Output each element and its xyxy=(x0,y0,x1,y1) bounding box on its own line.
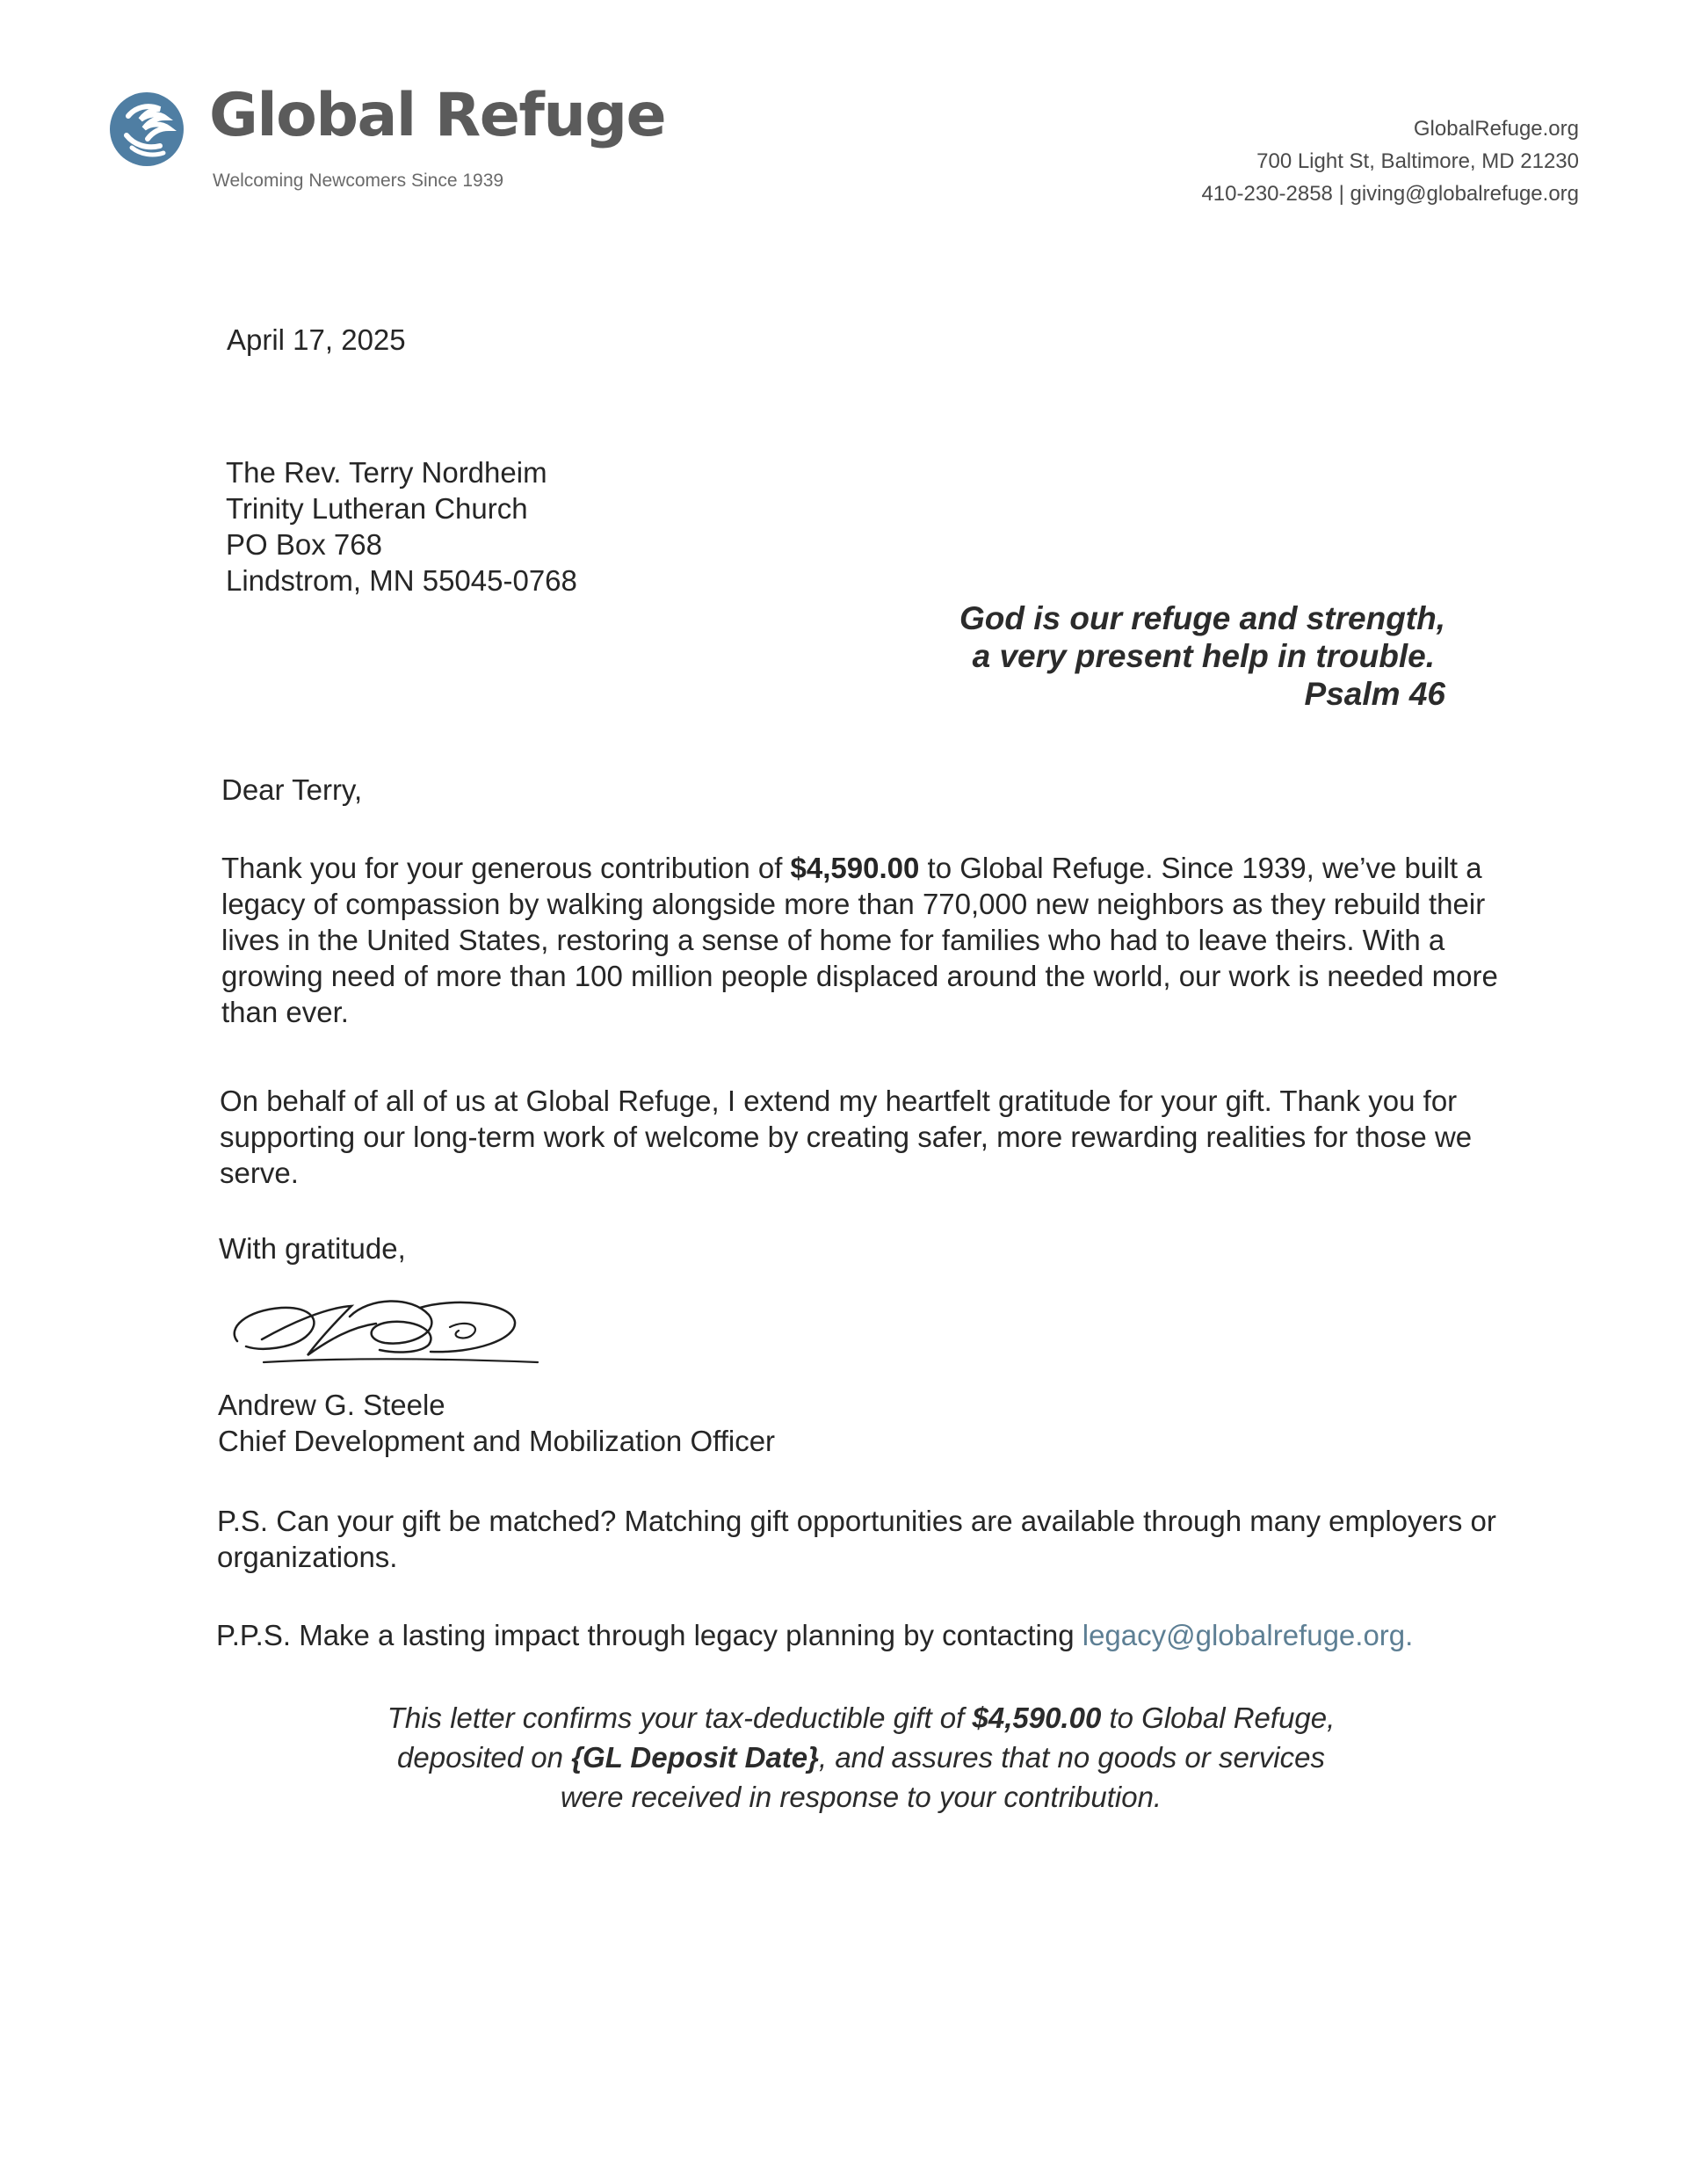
brand-tagline: Welcoming Newcomers Since 1939 xyxy=(213,171,504,191)
post-postscript xyxy=(216,1617,1552,1653)
letter-date: April 17, 2025 xyxy=(227,323,406,356)
para1-before: Thank you for your generous contribution of xyxy=(221,852,791,884)
tax-note-text: This letter confirms your tax-deductible gift of xyxy=(387,1701,973,1734)
tax-receipt-note xyxy=(0,1698,1687,1817)
salutation: Dear Terry, xyxy=(221,773,363,806)
recipient-po-box: PO Box 768 xyxy=(226,528,382,561)
signer-title: Chief Development and Mobilization Officer xyxy=(218,1425,776,1457)
signer-name: Andrew G. Steele xyxy=(218,1389,445,1421)
pps-text: P.P.S. Make a lasting impact through legacy planning by contacting xyxy=(216,1619,1082,1651)
website-text: GlobalRefuge.org xyxy=(1413,117,1579,141)
contact-block xyxy=(1201,112,1579,210)
tax-note-line-1 xyxy=(0,1698,1687,1738)
scripture-verse xyxy=(959,599,1445,713)
signer-block xyxy=(218,1387,775,1459)
gift-amount: $4,590.00 xyxy=(790,852,920,884)
tax-note-text: deposited on xyxy=(397,1741,572,1774)
address-text: 700 Light St, Baltimore, MD 21230 xyxy=(1256,149,1579,173)
body-paragraph-1 xyxy=(221,850,1522,1030)
recipient-name: The Rev. Terry Nordheim xyxy=(226,456,547,489)
recipient-organization: Trinity Lutheran Church xyxy=(226,492,528,525)
postscript: P.S. Can your gift be matched? Matching gift opportunities are available through many employers or organizations. xyxy=(217,1505,1496,1573)
tax-note-amount: $4,590.00 xyxy=(972,1701,1102,1734)
recipient-city: Lindstrom, MN 55045-0768 xyxy=(226,564,577,597)
pps-end: . xyxy=(1405,1619,1414,1651)
tax-note-line-3: were received in response to your contribution. xyxy=(560,1781,1162,1813)
verse-citation: Psalm 46 xyxy=(1304,676,1445,712)
verse-line-2: a very present help in trouble. xyxy=(972,638,1435,674)
tax-note-text: , and assures that no goods or services xyxy=(818,1741,1325,1774)
para1-after: to Global Refuge. Since 1939, we’ve built a legacy of compassion by walking alongside more than 770,000 new neighbors as they rebuild their lives in the United States, restoring a sense of home for families who had to leave theirs. With a growing need of more than 100 million people displaced around the world, our work is needed more than ever. xyxy=(221,852,1498,1028)
brand-name: Global Refuge xyxy=(209,81,666,150)
deposit-date-placeholder: {GL Deposit Date} xyxy=(571,1741,819,1774)
tax-note-line-2 xyxy=(0,1738,1687,1777)
recipient-address xyxy=(226,454,577,599)
verse-line-1: God is our refuge and strength, xyxy=(959,600,1445,636)
phone-email-text: 410-230-2858 | giving@globalrefuge.org xyxy=(1201,182,1579,206)
closing: With gratitude, xyxy=(219,1232,406,1265)
legacy-email-link[interactable]: legacy@globalrefuge.org xyxy=(1082,1619,1406,1651)
signature-image xyxy=(220,1288,545,1376)
tax-note-text: to Global Refuge, xyxy=(1101,1701,1336,1734)
body-paragraph-2: On behalf of all of us at Global Refuge, I extend my heartfelt gratitude for your gift. Thank you for supporting our long-term work of welcome by creating safer, more rewarding realities for those we serve. xyxy=(220,1085,1473,1189)
globe-flame-icon xyxy=(109,91,185,167)
